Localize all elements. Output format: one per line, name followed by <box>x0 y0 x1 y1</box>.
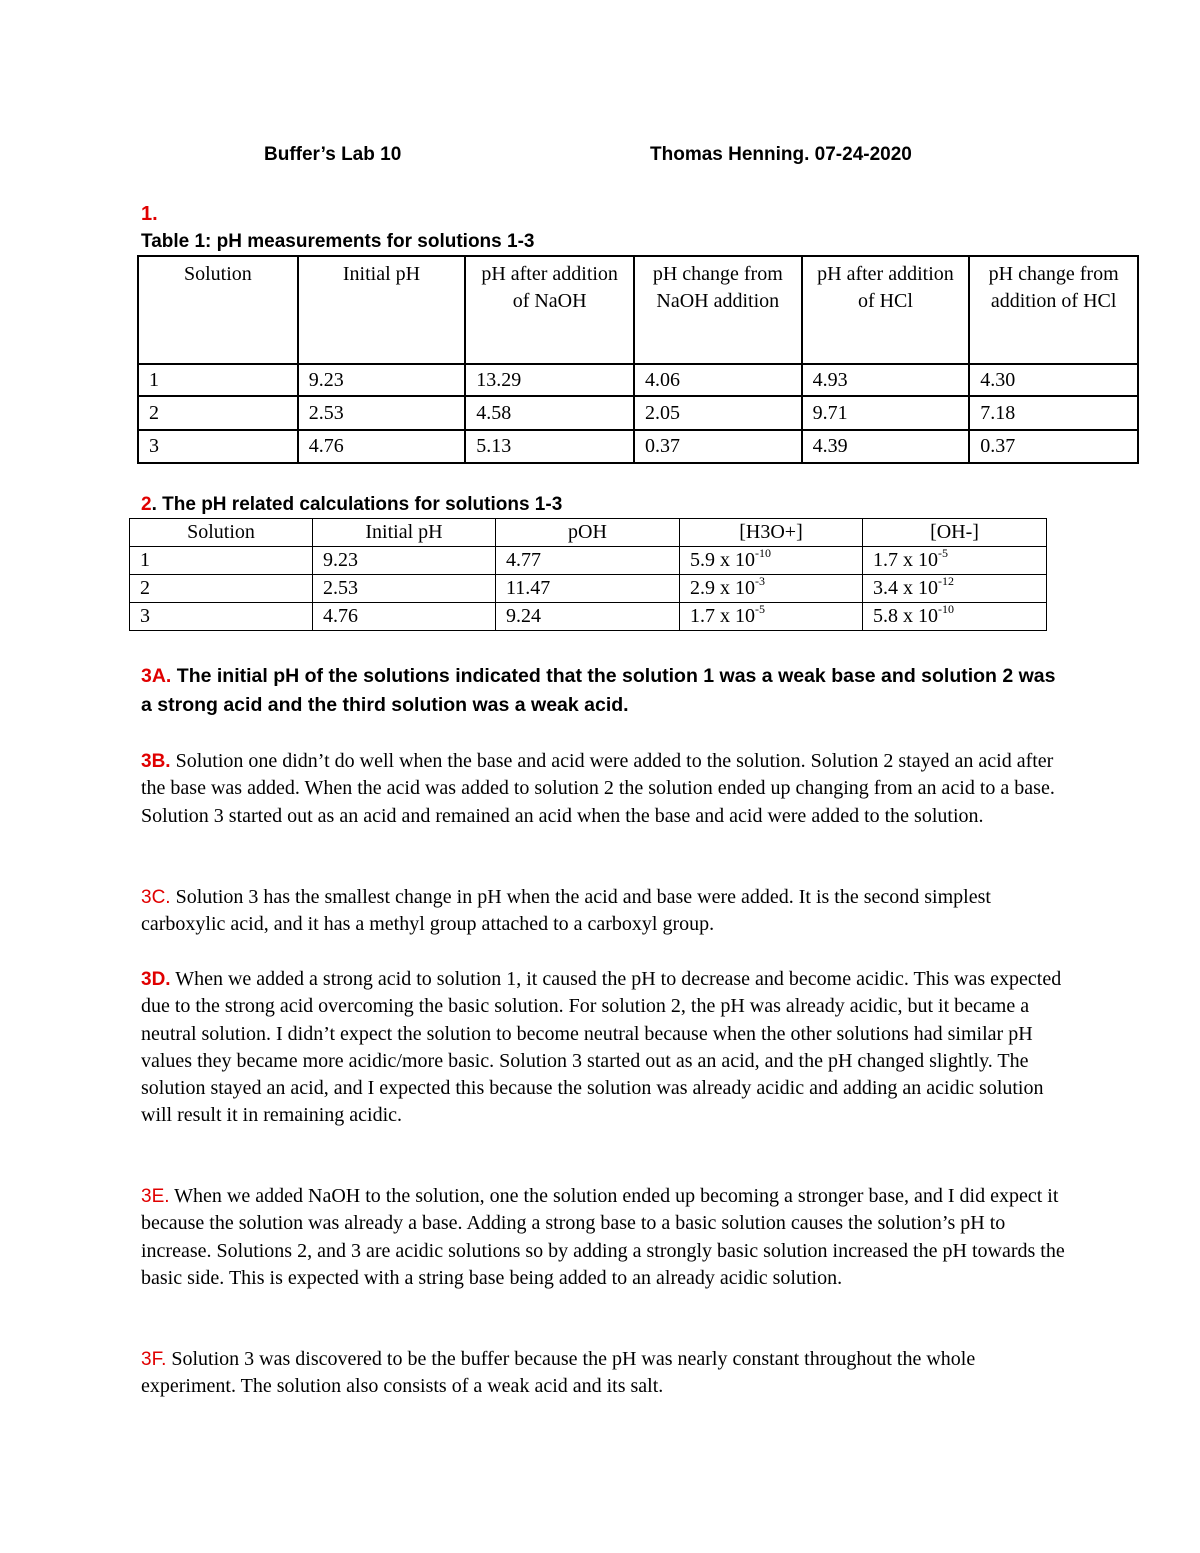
table-cell: 0.37 <box>969 430 1138 463</box>
table-cell: 2 <box>138 396 298 430</box>
answer-text: Solution 3 has the smallest change in pH when the acid and base were added. It is the second simplest carboxylic acid, and it has a methyl group attached to a carboxyl group. <box>141 886 991 936</box>
table-cell: 4.76 <box>298 430 466 463</box>
table-cell: 4.77 <box>496 547 680 575</box>
table-cell <box>680 575 863 603</box>
table-row <box>130 575 1047 603</box>
table-cell: 7.18 <box>969 396 1138 430</box>
table-row <box>138 396 1138 430</box>
answer-3d <box>141 966 1071 1130</box>
question-1-number: 1. <box>141 203 158 225</box>
answer-label: 3C. <box>141 887 171 908</box>
answer-text: When we added a strong acid to solution 1, it caused the pH to decrease and become acidic. This was expected due to the strong acid overcoming the basic solution. For solution 2, the pH was already acidic, but it became a neutral solution. I didn’t expect the solution to become neutral because when the other solutions had similar pH values they became more acidic/more basic. Solution 3 started out as an acid, and the pH changed slightly. The solution stayed an acid, and I expected this because the solution was already acidic and adding an acidic solution will result it in remaining acidic. <box>141 968 1062 1127</box>
table-cell: 4.93 <box>802 364 970 396</box>
question-2-text: . The pH related calculations for solutions 1-3 <box>151 494 563 515</box>
table-cell <box>863 575 1047 603</box>
table-cell: 2 <box>130 575 313 603</box>
answer-3f <box>141 1346 1071 1401</box>
table-cell: 5.13 <box>465 430 634 463</box>
answer-3a <box>141 662 1071 720</box>
table-cell <box>680 547 863 575</box>
table-cell <box>863 603 1047 631</box>
table-row <box>130 603 1047 631</box>
value-exponent: -5 <box>938 546 948 560</box>
table-cell: 2.53 <box>298 396 466 430</box>
ph-calculations-table <box>129 518 1047 631</box>
table-cell: 2.05 <box>634 396 802 430</box>
table-cell: 4.06 <box>634 364 802 396</box>
table-cell <box>680 603 863 631</box>
table-cell: 4.58 <box>465 396 634 430</box>
table-cell: 4.76 <box>313 603 496 631</box>
answer-3b <box>141 748 1071 830</box>
table-row <box>138 364 1138 396</box>
table-cell: 9.24 <box>496 603 680 631</box>
table-1-caption: Table 1: pH measurements for solutions 1-3 <box>141 231 535 252</box>
table-row <box>130 547 1047 575</box>
table-cell: 9.23 <box>298 364 466 396</box>
value-base: 3.4 x 10 <box>873 577 938 599</box>
column-header: Solution <box>130 519 313 547</box>
answer-text: The initial pH of the solutions indicated that the solution 1 was a weak base and solution 2 was a strong acid and the third solution was a weak acid. <box>141 665 1056 716</box>
table-cell: 9.23 <box>313 547 496 575</box>
table-cell: 4.30 <box>969 364 1138 396</box>
column-header: pOH <box>496 519 680 547</box>
answer-label: 3F. <box>141 1349 167 1370</box>
table-header-row <box>130 519 1047 547</box>
author-date: Thomas Henning. 07-24-2020 <box>650 144 912 165</box>
value-exponent: -12 <box>938 574 954 588</box>
table-cell: 2.53 <box>313 575 496 603</box>
ph-measurements-table <box>137 255 1139 464</box>
value-base: 1.7 x 10 <box>873 549 938 571</box>
answer-text: Solution one didn’t do well when the base and acid were added to the solution. Solution 2 stayed an acid after the base was added. When the acid was added to solution 2 the solution ended up changing from an acid to a base. Solution 3 started out as an acid and remained an acid when the base and acid were added to the solution. <box>141 750 1055 827</box>
value-base: 2.9 x 10 <box>690 577 755 599</box>
table-cell: 1 <box>138 364 298 396</box>
table-cell: 4.39 <box>802 430 970 463</box>
question-2-number: 2 <box>141 494 152 515</box>
table-cell: 11.47 <box>496 575 680 603</box>
value-exponent: -10 <box>938 602 954 616</box>
column-header: [H3O+] <box>680 519 863 547</box>
answer-text: When we added NaOH to the solution, one the solution ended up becoming a stronger base, and I did expect it because the solution was already a base. Adding a strong base to a basic solution causes the solution’s pH to increase. Solutions 2, and 3 are acidic solutions so by adding a strongly basic solution increased the pH towards the basic side. This is expected with a string base being added to an already acidic solution. <box>141 1185 1065 1289</box>
document-title: Buffer’s Lab 10 <box>264 144 402 165</box>
answer-label: 3B. <box>141 751 171 772</box>
column-header: Initial pH <box>313 519 496 547</box>
value-exponent: -5 <box>755 602 765 616</box>
table-cell: 9.71 <box>802 396 970 430</box>
column-header: pH change from NaOH addition <box>634 256 802 364</box>
table-cell: 13.29 <box>465 364 634 396</box>
table-row <box>138 430 1138 463</box>
question-2-heading <box>141 494 562 516</box>
value-exponent: -3 <box>755 574 765 588</box>
answer-3e <box>141 1183 1071 1292</box>
table-cell: 1 <box>130 547 313 575</box>
value-base: 5.9 x 10 <box>690 549 755 571</box>
answer-label: 3A. <box>141 665 172 687</box>
value-base: 5.8 x 10 <box>873 605 938 627</box>
value-base: 1.7 x 10 <box>690 605 755 627</box>
column-header: pH after addition of HCl <box>802 256 970 364</box>
column-header: pH after addition of NaOH <box>465 256 634 364</box>
answer-3c <box>141 884 1071 939</box>
column-header: Initial pH <box>298 256 466 364</box>
answer-text: Solution 3 was discovered to be the buffer because the pH was nearly constant throughout the whole experiment. The solution also consists of a weak acid and its salt. <box>141 1348 976 1398</box>
value-exponent: -10 <box>755 546 771 560</box>
table-cell: 3 <box>130 603 313 631</box>
answer-label: 3D. <box>141 969 171 990</box>
column-header: [OH-] <box>863 519 1047 547</box>
table-cell: 0.37 <box>634 430 802 463</box>
column-header: Solution <box>138 256 298 364</box>
table-header-row <box>138 256 1138 364</box>
table-cell <box>863 547 1047 575</box>
answer-label: 3E. <box>141 1186 170 1207</box>
column-header: pH change from addition of HCl <box>969 256 1138 364</box>
table-cell: 3 <box>138 430 298 463</box>
